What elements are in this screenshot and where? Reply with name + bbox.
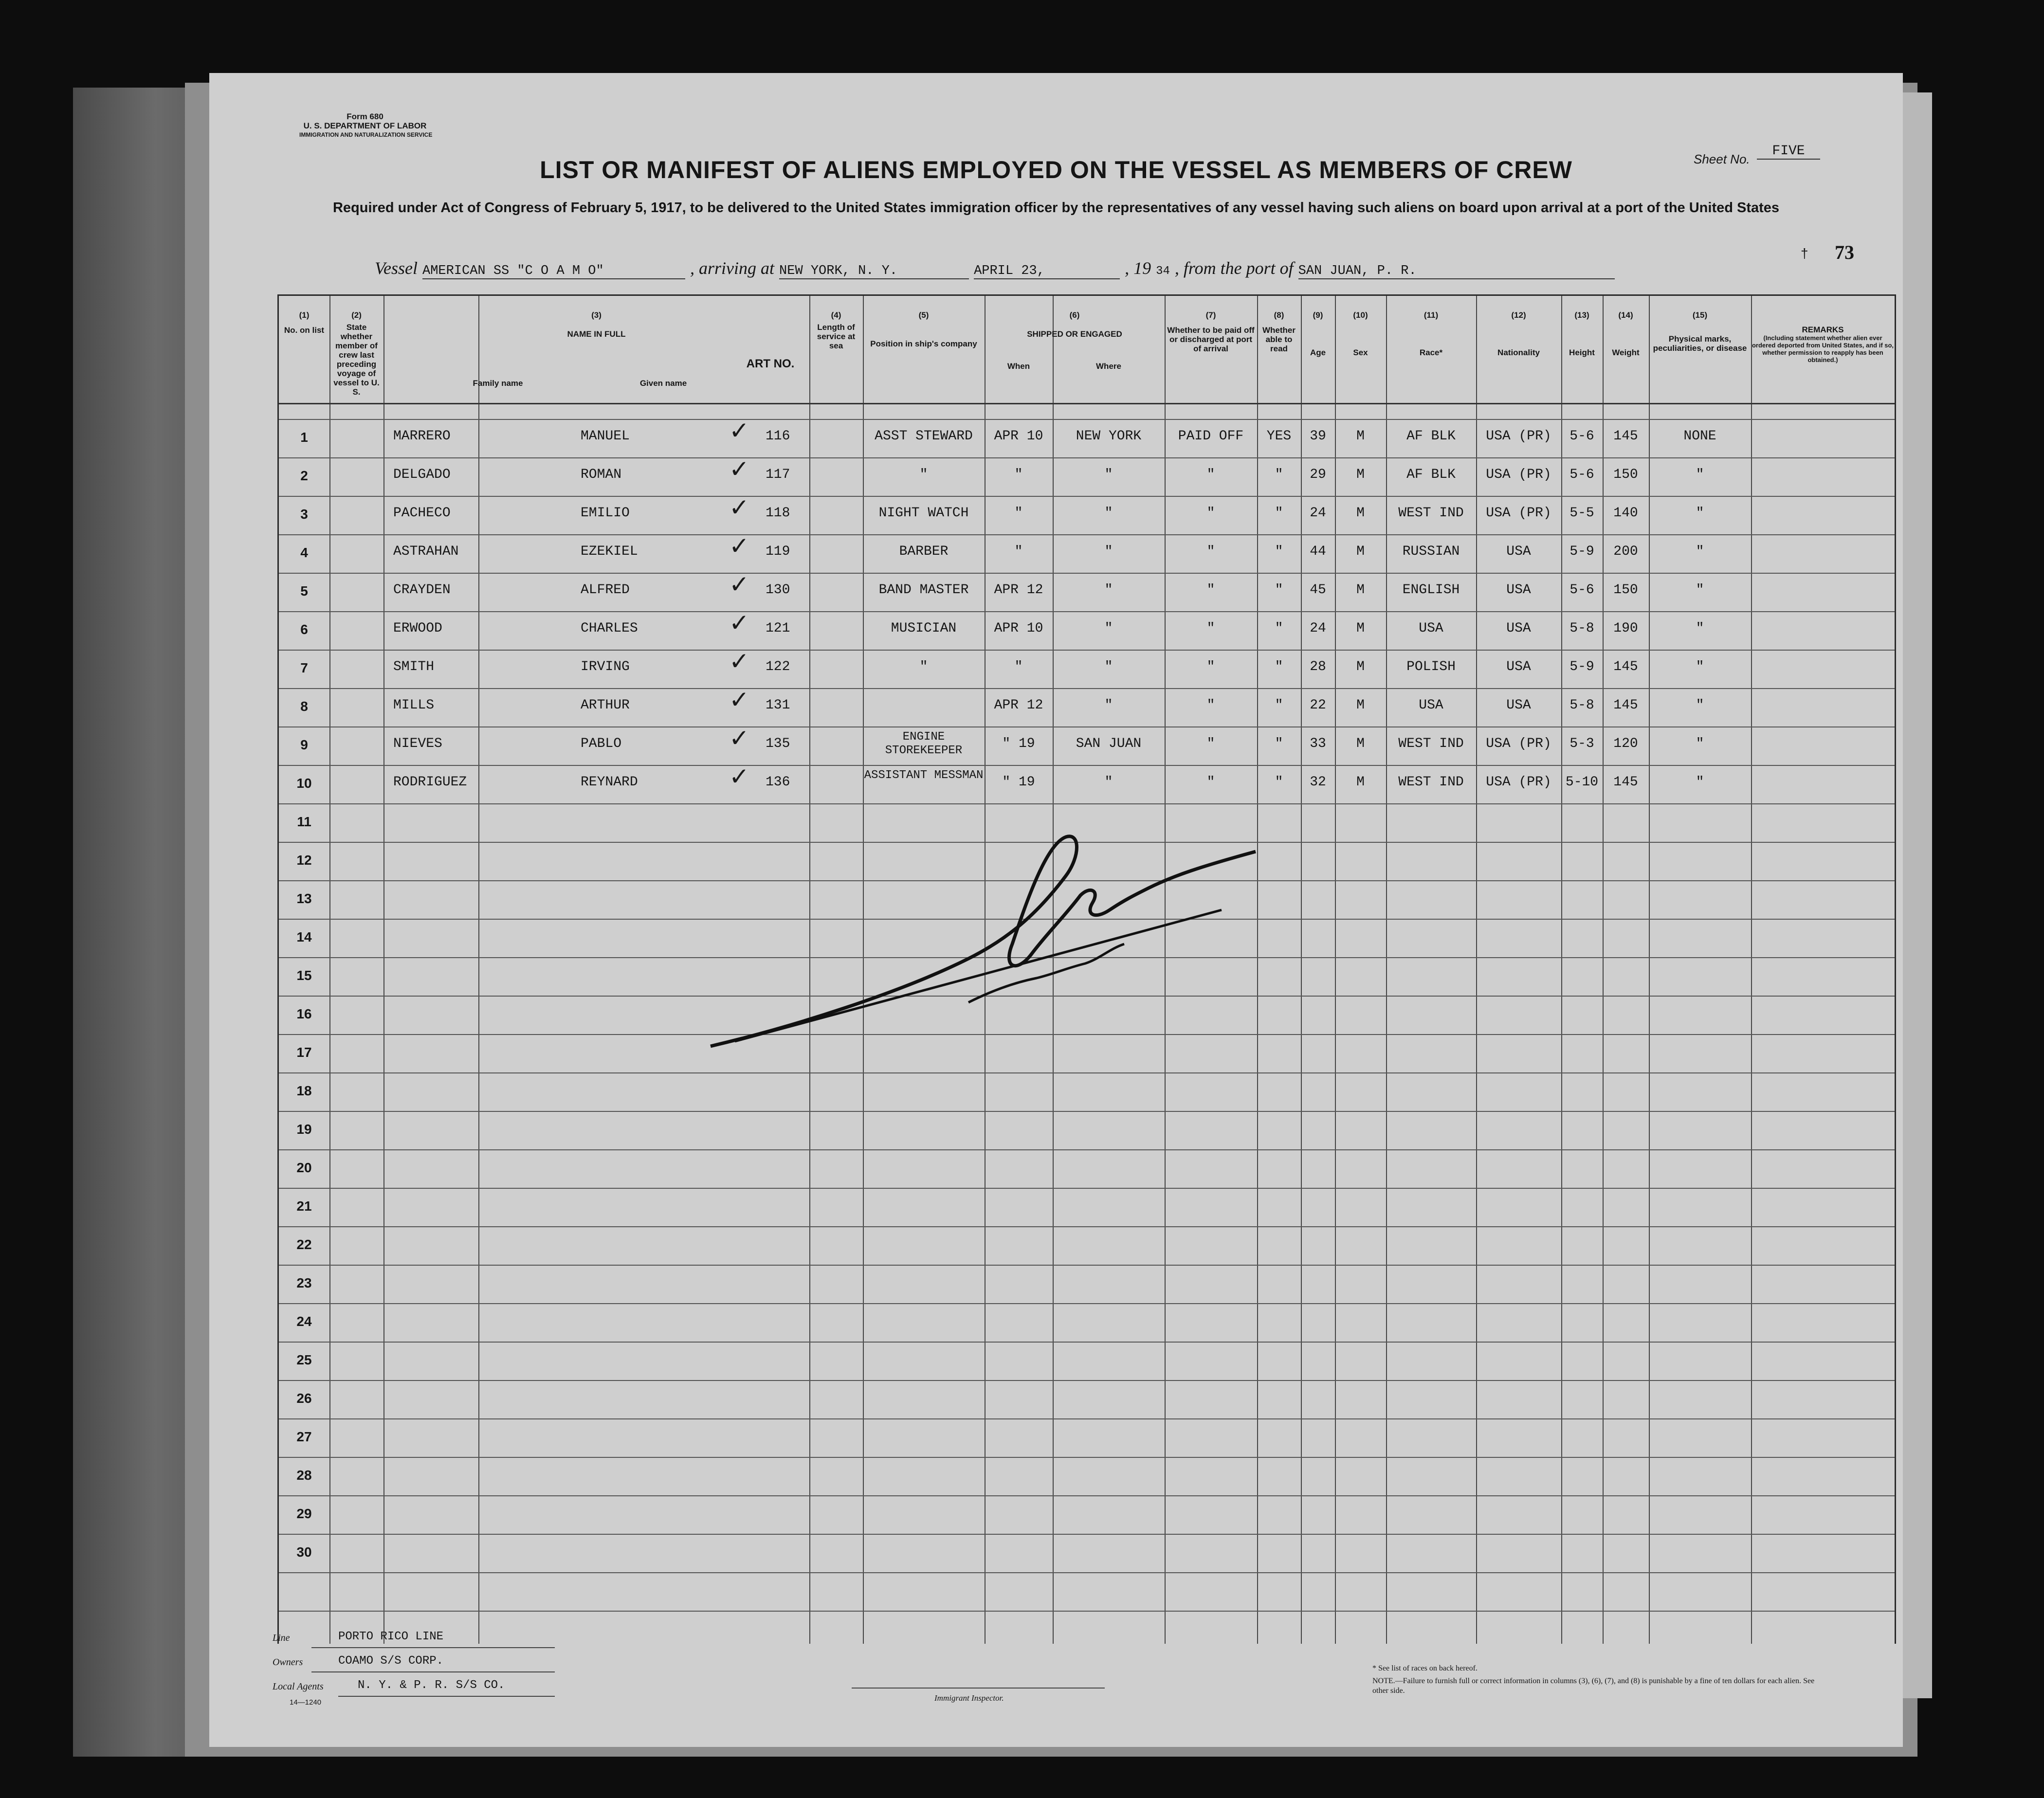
page-number: 73 [1835, 241, 1854, 263]
col7-header: (7) Whether to be paid off or discharged at port of arrival [1167, 310, 1255, 353]
row-number: 18 [296, 1083, 312, 1098]
races-note: * See list of races on back hereof. [1372, 1664, 1478, 1672]
cell-age: 22 [1310, 698, 1326, 713]
cell-position: " [919, 467, 928, 482]
owners-label: Owners [273, 1657, 303, 1668]
sheet-number-label: Sheet No. [1694, 152, 1750, 166]
cell-height: 5-9 [1570, 544, 1594, 559]
col2-header: (2) State whether member of crew last preceding voyage of vessel to U. S. [333, 310, 380, 397]
arrival-year: 34 [1156, 265, 1170, 278]
arrival-date: APRIL 23, [974, 264, 1120, 279]
cell-art: 131 [766, 698, 790, 713]
cell-where: " [1104, 659, 1113, 674]
cell-weight: 150 [1613, 582, 1638, 598]
remarks-header: REMARKS (Including statement whether alien ever ordered deported from United States, and if so, whether permission to reapply has been obtained.) [1752, 325, 1894, 363]
cell-position: MUSICIAN [891, 621, 957, 636]
cell-given: EMILIO [581, 506, 630, 521]
cell-given: MANUEL [581, 429, 630, 444]
cell-read: " [1275, 698, 1283, 713]
cell-nationality: USA [1506, 544, 1531, 559]
cell-race: RUSSIAN [1402, 544, 1460, 559]
cell-given: PABLO [581, 736, 622, 751]
cell-where: " [1104, 544, 1113, 559]
cell-race: AF BLK [1406, 429, 1456, 444]
cell-sex: M [1356, 429, 1365, 444]
row-number: 20 [296, 1160, 312, 1175]
row-number: 5 [300, 583, 308, 599]
cell-family: MARRERO [393, 429, 451, 444]
penalty-note: NOTE.—Failure to furnish full or correct information in columns (3), (6), (7), and (8) is punishable by a fine of ten dollars for each alien. See other side. [1372, 1677, 1815, 1695]
cell-family: NIEVES [393, 736, 442, 751]
cell-family: SMITH [393, 659, 435, 674]
col13-header: (13) Height [1569, 310, 1595, 357]
cell-sex: M [1356, 659, 1365, 674]
cell-where: " [1104, 775, 1113, 790]
cell-nationality: USA [1506, 659, 1531, 674]
cell-sex: M [1356, 544, 1365, 559]
row-number: 19 [296, 1122, 312, 1137]
cell-read: " [1275, 621, 1283, 636]
cell-art: 130 [766, 582, 790, 598]
row-number: 16 [296, 1006, 312, 1021]
cell-height: 5-8 [1570, 698, 1594, 713]
cell-marks: " [1696, 582, 1704, 598]
row-number: 15 [296, 968, 312, 983]
row-number: 12 [296, 853, 312, 868]
cell-sex: M [1356, 698, 1365, 713]
cell-nationality: USA [1506, 698, 1531, 713]
cell-art: 117 [766, 467, 790, 482]
cell-marks: " [1696, 698, 1704, 713]
cell-race: USA [1419, 621, 1443, 636]
cell-family: RODRIGUEZ [393, 775, 467, 790]
vessel-line [375, 258, 1615, 279]
cell-sex: M [1356, 506, 1365, 521]
row-number: 9 [300, 737, 308, 752]
row-number: 3 [300, 507, 308, 522]
cell-read: YES [1266, 429, 1292, 444]
col5-header: (5) Position in ship's company [870, 310, 977, 348]
cell-marks: " [1696, 736, 1704, 751]
local-agents-value: N. Y. & P. R. S/S CO. [358, 1679, 505, 1692]
cell-given: CHARLES [581, 621, 638, 636]
row-number: 14 [296, 929, 312, 944]
cell-given: ARTHUR [581, 698, 630, 713]
cell-art: 136 [766, 775, 790, 790]
cell-when: APR 10 [994, 429, 1043, 444]
row-number: 11 [297, 814, 311, 829]
cell-weight: 145 [1613, 659, 1638, 674]
cell-read: " [1275, 775, 1283, 790]
family-name-header: Family name [473, 379, 523, 388]
cell-when: " [1014, 544, 1023, 559]
cell-nationality: USA (PR) [1486, 506, 1551, 521]
given-name-header: Given name [639, 379, 687, 388]
cell-family: DELGADO [393, 467, 451, 482]
cell-where: " [1104, 582, 1113, 598]
sheet-number-value: FIVE [1757, 144, 1820, 160]
col3-header: (3) NAME IN FULL [567, 310, 626, 339]
cell-height: 5-9 [1570, 659, 1594, 674]
col14-header: (14) Weight [1612, 310, 1640, 357]
row-number: 4 [300, 545, 308, 560]
from-port-label: , from the port of [1174, 258, 1294, 278]
cell-race: AF BLK [1406, 467, 1456, 482]
cell-position: " [919, 659, 928, 674]
cell-given: REYNARD [581, 775, 638, 790]
form-number: Form 680 [347, 112, 383, 121]
cell-paid: " [1206, 698, 1215, 713]
cell-when: APR 12 [994, 582, 1043, 598]
cell-age: 39 [1310, 429, 1326, 444]
cell-marks: " [1696, 621, 1704, 636]
cell-height: 5-6 [1570, 467, 1594, 482]
checkmark-icon: ✓ [729, 417, 749, 444]
cell-sex: M [1356, 775, 1365, 790]
cell-when: " [1014, 467, 1023, 482]
cell-position: ASSISTANT MESSMAN [864, 769, 984, 782]
row-number: 7 [300, 660, 308, 675]
inspector-signature [696, 798, 1280, 1071]
row-number: 28 [296, 1468, 312, 1483]
cell-read: " [1275, 467, 1283, 482]
checkmark-icon: ✓ [729, 763, 749, 790]
cell-given: ALFRED [581, 582, 630, 598]
when-header: When [1007, 362, 1030, 371]
row-number: 1 [300, 430, 308, 445]
cell-position: BAND MASTER [878, 582, 969, 598]
checkmark-icon: ✓ [729, 455, 749, 483]
cell-when: " 19 [1002, 775, 1035, 790]
cell-age: 24 [1310, 506, 1326, 521]
cell-marks: NONE [1683, 429, 1716, 444]
row-number: 24 [296, 1314, 312, 1329]
row-number: 6 [300, 622, 308, 637]
cell-sex: M [1356, 621, 1365, 636]
cell-read: " [1275, 544, 1283, 559]
document-subtitle: Required under Act of Congress of February 5, 1917, to be delivered to the United States immigration officer by the representatives of any vessel having such aliens on board upon arrival at a port of the United States [332, 200, 1780, 216]
cell-paid: " [1206, 736, 1215, 751]
cell-nationality: USA [1506, 621, 1531, 636]
row-number: 27 [296, 1429, 312, 1444]
cell-when: APR 12 [994, 698, 1043, 713]
document-title: LIST OR MANIFEST OF ALIENS EMPLOYED ON THE VESSEL AS MEMBERS OF CREW [540, 156, 1572, 183]
cell-weight: 145 [1613, 698, 1638, 713]
row-number: 2 [300, 468, 308, 483]
local-agents-label: Local Agents [273, 1681, 324, 1692]
row-number: 23 [296, 1275, 312, 1290]
cell-nationality: USA (PR) [1486, 775, 1551, 790]
cell-read: " [1275, 506, 1283, 521]
cell-marks: " [1696, 544, 1704, 559]
col10-header: (10) Sex [1353, 310, 1368, 357]
from-port: SAN JUAN, P. R. [1298, 264, 1615, 279]
col8-header: (8) Whether able to read [1262, 310, 1296, 353]
col9-header: (9) Age [1310, 310, 1326, 357]
cell-age: 28 [1310, 659, 1326, 674]
cell-weight: 145 [1613, 775, 1638, 790]
cell-height: 5-6 [1570, 429, 1594, 444]
cell-age: 33 [1310, 736, 1326, 751]
row-number: 21 [296, 1199, 312, 1214]
cell-height: 5-8 [1570, 621, 1594, 636]
cell-race: WEST IND [1398, 736, 1464, 751]
cell-family: PACHECO [393, 506, 451, 521]
cell-position: ASST STEWARD [875, 429, 973, 444]
row-number: 8 [300, 699, 308, 714]
cell-when: " 19 [1002, 736, 1035, 751]
cell-art: 135 [766, 736, 790, 751]
row-number: 30 [296, 1544, 312, 1560]
checkmark-icon: ✓ [729, 571, 749, 598]
cell-height: 5-5 [1570, 506, 1594, 521]
department-name: U. S. DEPARTMENT OF LABOR [303, 121, 427, 130]
checkmark-icon: ✓ [729, 725, 749, 752]
cell-weight: 190 [1613, 621, 1638, 636]
row-number: 22 [296, 1237, 312, 1252]
col1-header: (1) No. on list [284, 310, 325, 335]
inspector-label: Immigrant Inspector. [934, 1693, 1004, 1703]
cell-when: APR 10 [994, 621, 1043, 636]
cell-family: MILLS [393, 698, 435, 713]
cell-weight: 120 [1613, 736, 1638, 751]
cell-art: 118 [766, 506, 790, 521]
cell-when: " [1014, 506, 1023, 521]
arrival-port: NEW YORK, N. Y. [779, 264, 969, 279]
cell-race: WEST IND [1398, 775, 1464, 790]
cell-paid: " [1206, 621, 1215, 636]
row-number: 17 [296, 1045, 312, 1060]
dagger-mark: † [1801, 246, 1808, 261]
cell-weight: 150 [1613, 467, 1638, 482]
cell-age: 44 [1310, 544, 1326, 559]
cell-read: " [1275, 659, 1283, 674]
col15-header: (15) Physical marks, peculiarities, or disease [1653, 310, 1747, 353]
cell-given: IRVING [581, 659, 630, 674]
cell-weight: 145 [1613, 429, 1638, 444]
cell-given: ROMAN [581, 467, 622, 482]
row-number: 29 [296, 1506, 312, 1521]
cell-family: CRAYDEN [393, 582, 451, 598]
row-number: 25 [296, 1352, 312, 1367]
cell-weight: 200 [1613, 544, 1638, 559]
cell-height: 5-3 [1570, 736, 1594, 751]
service-name: IMMIGRATION AND NATURALIZATION SERVICE [299, 131, 433, 138]
checkmark-icon: ✓ [729, 532, 749, 560]
checkmark-icon: ✓ [729, 494, 749, 521]
cell-race: POLISH [1406, 659, 1456, 674]
row-number: 13 [296, 891, 312, 906]
vessel-label: Vessel [375, 258, 418, 278]
cell-marks: " [1696, 659, 1704, 674]
cell-art: 116 [766, 429, 790, 444]
line-value: PORTO RICO LINE [338, 1630, 444, 1643]
form-code: 14—1240 [290, 1698, 322, 1707]
col12-header: (12) Nationality [1497, 310, 1540, 357]
cell-art: 122 [766, 659, 790, 674]
cell-age: 29 [1310, 467, 1326, 482]
cell-given: EZEKIEL [581, 544, 638, 559]
cell-sex: M [1356, 582, 1365, 598]
cell-paid: " [1206, 506, 1215, 521]
year-prefix: , 19 [1125, 258, 1151, 278]
cell-read: " [1275, 582, 1283, 598]
cell-age: 45 [1310, 582, 1326, 598]
col6-header: (6) SHIPPED OR ENGAGED [1027, 310, 1122, 339]
cell-nationality: USA (PR) [1486, 736, 1551, 751]
cell-age: 32 [1310, 775, 1326, 790]
cell-nationality: USA [1506, 582, 1531, 598]
cell-marks: " [1696, 506, 1704, 521]
cell-height: 5-6 [1570, 582, 1594, 598]
row-number: 10 [296, 776, 312, 791]
cell-position: NIGHT WATCH [878, 506, 969, 521]
cell-where: NEW YORK [1076, 429, 1142, 444]
cell-sex: M [1356, 467, 1365, 482]
cell-paid: PAID OFF [1178, 429, 1244, 444]
cell-art: 119 [766, 544, 790, 559]
row-number: 26 [296, 1391, 312, 1406]
cell-paid: " [1206, 659, 1215, 674]
cell-nationality: USA (PR) [1486, 429, 1551, 444]
where-header: Where [1096, 362, 1121, 371]
cell-position: ENGINE STOREKEEPER [885, 730, 963, 757]
cell-where: " [1104, 467, 1113, 482]
checkmark-icon: ✓ [729, 686, 749, 713]
col4-header: (4) Length of service at sea [817, 310, 856, 350]
cell-position: BARBER [899, 544, 949, 559]
cell-nationality: USA (PR) [1486, 467, 1551, 482]
cell-age: 24 [1310, 621, 1326, 636]
art-no-header: ART NO. [746, 357, 795, 370]
cell-when: " [1014, 659, 1023, 674]
cell-sex: M [1356, 736, 1365, 751]
cell-race: WEST IND [1398, 506, 1464, 521]
cell-marks: " [1696, 775, 1704, 790]
cell-where: SAN JUAN [1076, 736, 1142, 751]
cell-height: 5-10 [1565, 775, 1599, 790]
arriving-label: , arriving at [690, 258, 775, 278]
cell-where: " [1104, 621, 1113, 636]
cell-race: USA [1419, 698, 1443, 713]
checkmark-icon: ✓ [729, 609, 749, 636]
manifest-sheet [209, 73, 1903, 1747]
cell-paid: " [1206, 544, 1215, 559]
line-label: Line [273, 1633, 290, 1643]
cell-paid: " [1206, 775, 1215, 790]
vessel-name: AMERICAN SS "C O A M O" [422, 264, 685, 279]
cell-family: ERWOOD [393, 621, 442, 636]
cell-marks: " [1696, 467, 1704, 482]
cell-art: 121 [766, 621, 790, 636]
cell-paid: " [1206, 582, 1215, 598]
cell-paid: " [1206, 467, 1215, 482]
cell-read: " [1275, 736, 1283, 751]
cell-race: ENGLISH [1402, 582, 1460, 598]
form-header-block [299, 112, 431, 140]
checkmark-icon: ✓ [729, 648, 749, 675]
owners-value: COAMO S/S CORP. [338, 1654, 444, 1668]
cell-weight: 140 [1613, 506, 1638, 521]
col11-header: (11) Race* [1419, 310, 1443, 357]
cell-where: " [1104, 698, 1113, 713]
cell-where: " [1104, 506, 1113, 521]
cell-family: ASTRAHAN [393, 544, 459, 559]
